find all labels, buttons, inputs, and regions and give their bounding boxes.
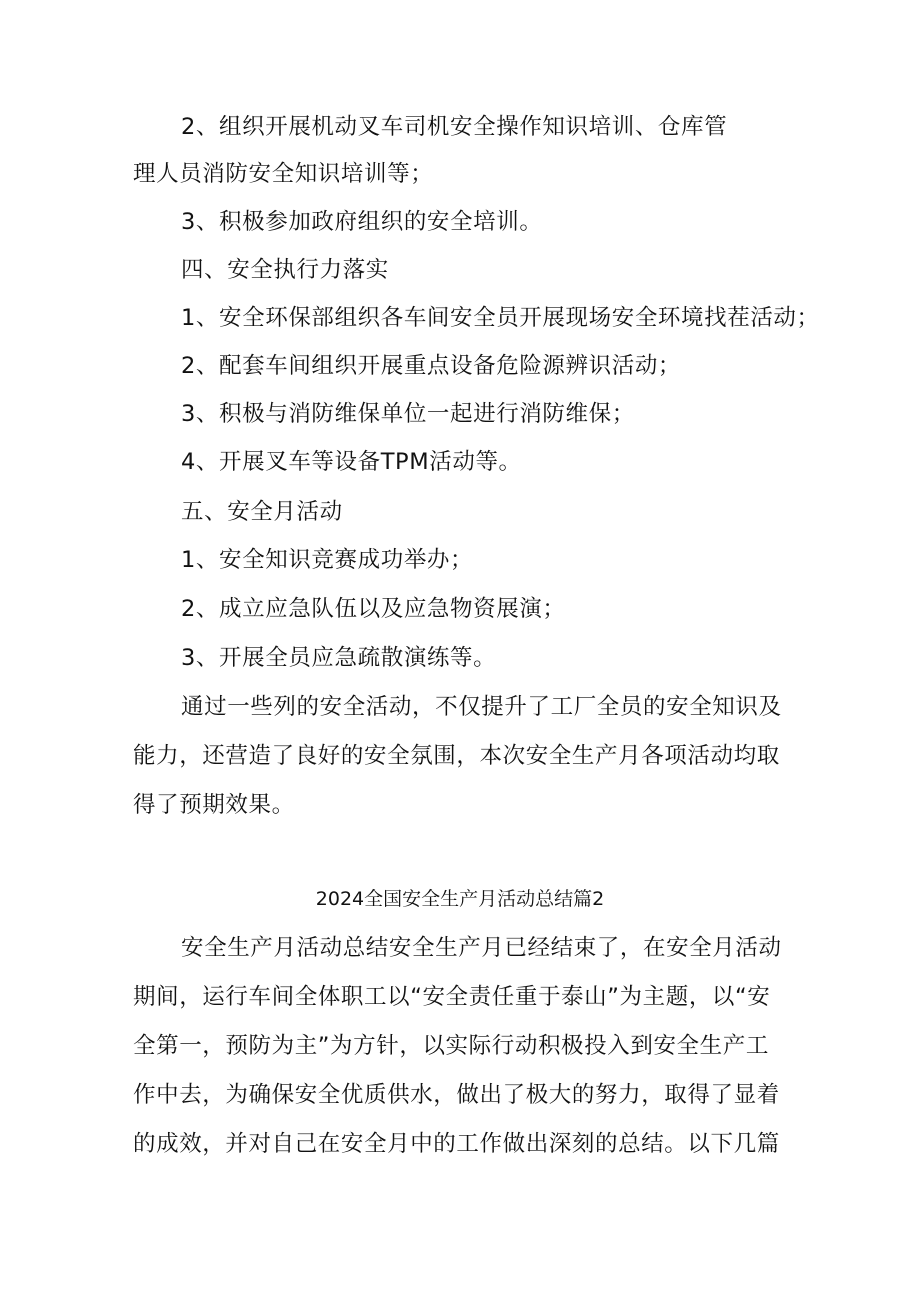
article2-line-3: 全第一，预防为主”为方针，以实际行动积极投入到安全生产工 — [133, 1033, 769, 1059]
section1-line-1: 2、组织开展机动叉车司机安全操作知识培训、仓库管 — [181, 114, 728, 140]
section1-line-3: 3、积极参加政府组织的安全培训。 — [181, 209, 543, 235]
section4-item-1: 1、安全环保部组织各车间安全员开展现场安全环境找茬活动； — [181, 305, 820, 331]
section1-line-2: 理人员消防安全知识培训等； — [133, 161, 434, 187]
article2-line-5: 的成效，并对自己在安全月中的工作做出深刻的总结。以下几篇 — [133, 1131, 780, 1157]
section4-item-2: 2、配套车间组织开展重点设备危险源辨识活动； — [181, 353, 682, 379]
section5-item-1: 1、安全知识竞赛成功举办； — [181, 547, 474, 573]
section5-heading: 五、安全月活动 — [181, 499, 343, 525]
article-title: 2024全国安全生产月活动总结篇2 — [315, 888, 605, 910]
article2-line-2: 期间，运行车间全体职工以“安全责任重于泰山”为主题，以“安 — [133, 984, 771, 1010]
article2-line-1: 安全生产月活动总结安全生产月已经结束了，在安全月活动 — [181, 935, 782, 961]
section5-item-2: 2、成立应急队伍以及应急物资展演； — [181, 596, 566, 622]
section4-heading: 四、安全执行力落实 — [181, 257, 389, 283]
section5-item-3: 3、开展全员应急疏散演练等。 — [181, 645, 497, 671]
section4-item-4: 4、开展叉车等设备TPM活动等。 — [181, 449, 522, 475]
article2-line-4: 作中去，为确保安全优质供水，做出了极大的努力，取得了显着 — [133, 1082, 780, 1108]
summary-line-3: 得了预期效果。 — [133, 792, 295, 818]
summary-line-2: 能力，还营造了良好的安全氛围，本次安全生产月各项活动均取 — [133, 743, 780, 769]
summary-line-1: 通过一些列的安全活动，不仅提升了工厂全员的安全知识及 — [181, 694, 782, 720]
section4-item-3: 3、积极与消防维保单位一起进行消防维保； — [181, 401, 635, 427]
